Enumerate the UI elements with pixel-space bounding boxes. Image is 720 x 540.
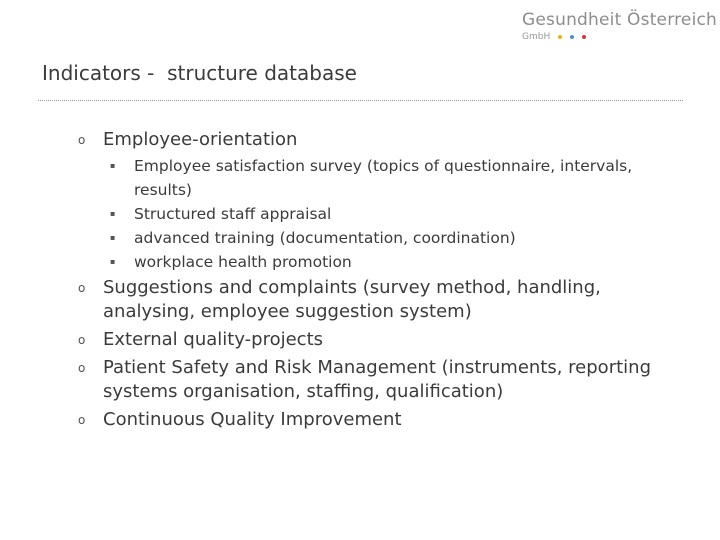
bullet-text: Continuous Quality Improvement bbox=[103, 409, 402, 430]
slide-title: Indicators - structure database bbox=[42, 61, 357, 85]
bullet-item bbox=[78, 408, 678, 432]
bullet-square-icon: ▪ bbox=[110, 209, 116, 218]
sub-bullet-item bbox=[110, 202, 678, 226]
title-divider bbox=[38, 100, 683, 101]
bullet-circle-icon: o bbox=[78, 133, 86, 147]
bullet-text: Patient Safety and Risk Management (instruments, reporting systems organisation, staffing, qualification) bbox=[103, 357, 651, 402]
bullet-item bbox=[78, 356, 678, 404]
sub-bullet-item bbox=[110, 226, 678, 250]
bullet-circle-icon: o bbox=[78, 361, 86, 375]
logo-gmbh: GmbH bbox=[522, 32, 551, 42]
logo-name: Gesundheit Österreich bbox=[522, 10, 718, 30]
logo-subline bbox=[522, 32, 717, 42]
bullet-circle-icon: o bbox=[78, 281, 86, 295]
bullet-text: Employee-orientation bbox=[103, 129, 298, 150]
bullet-square-icon: ▪ bbox=[110, 257, 116, 266]
sub-bullet-text: workplace health promotion bbox=[134, 253, 352, 271]
logo-dot-yellow bbox=[558, 35, 562, 39]
bullet-text: External quality-projects bbox=[103, 329, 324, 350]
company-logo bbox=[522, 10, 717, 42]
bullet-text: Suggestions and complaints (survey method, handling, analysing, employee suggestion system) bbox=[103, 277, 601, 322]
bullet-square-icon: ▪ bbox=[110, 233, 116, 242]
bullet-item bbox=[78, 128, 678, 152]
bullet-square-icon: ▪ bbox=[110, 161, 116, 170]
sub-bullet-list bbox=[78, 154, 678, 274]
bullet-list bbox=[78, 128, 678, 432]
sub-bullet-text: Employee satisfaction survey (topics of questionnaire, intervals, results) bbox=[134, 157, 633, 199]
logo-dot-blue bbox=[570, 35, 574, 39]
sub-bullet-text: Structured staff appraisal bbox=[134, 205, 332, 223]
bullet-circle-icon: o bbox=[78, 413, 86, 427]
sub-bullet-item bbox=[110, 250, 678, 274]
bullet-circle-icon: o bbox=[78, 333, 86, 347]
bullet-item bbox=[78, 276, 678, 324]
sub-bullet-item bbox=[110, 154, 678, 202]
sub-bullet-text: advanced training (documentation, coordination) bbox=[134, 229, 516, 247]
bullet-item bbox=[78, 328, 678, 352]
logo-dot-red bbox=[582, 35, 586, 39]
